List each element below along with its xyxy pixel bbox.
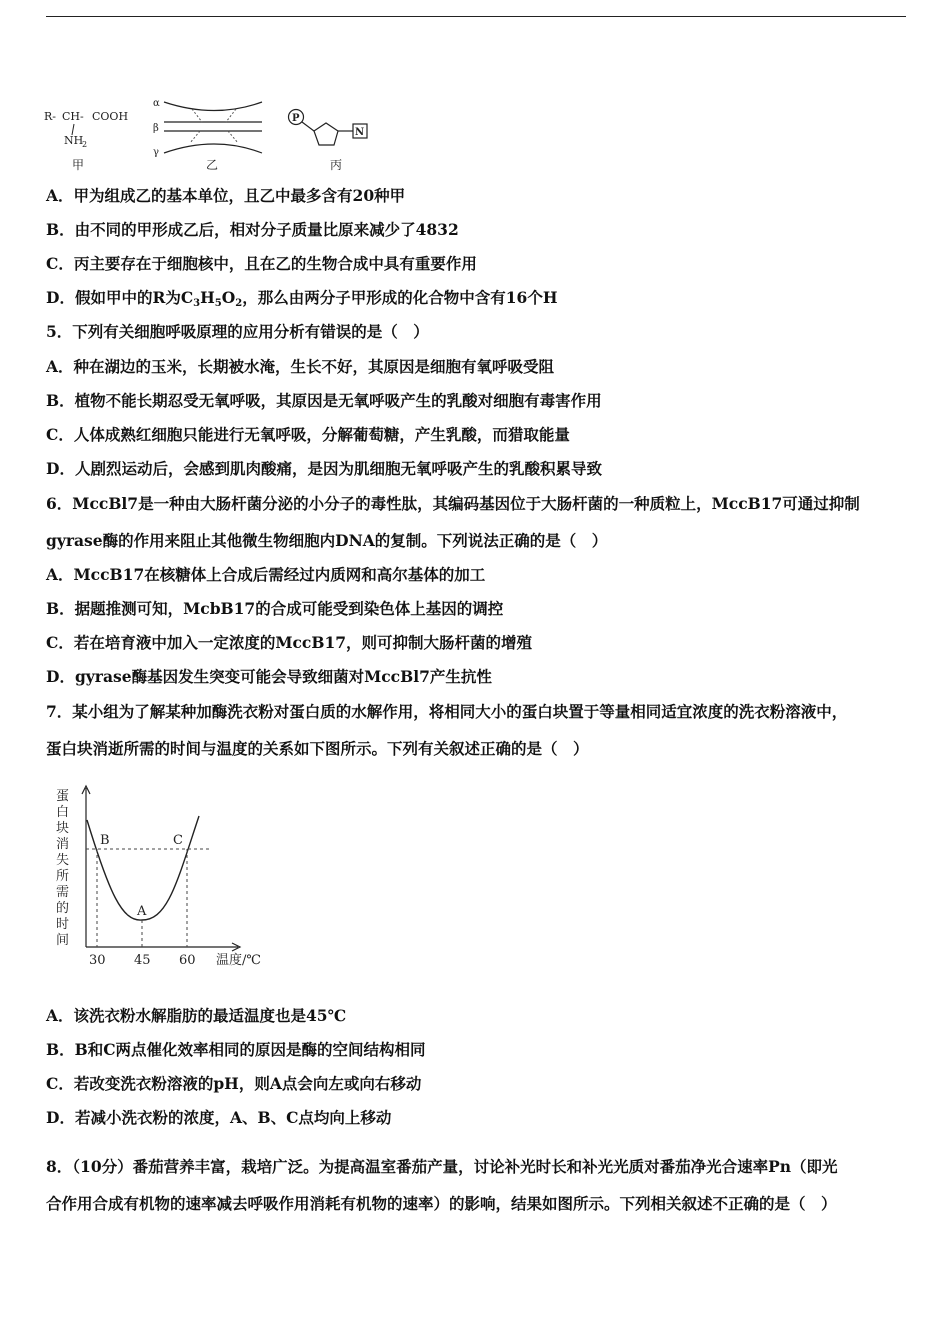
- q7-option-b: B．B和C两点催化效率相同的原因是酶的空间结构相同: [46, 1040, 426, 1059]
- jia-nh-sub: 2: [82, 140, 88, 149]
- x-tick-label: 30: [89, 953, 106, 968]
- jia-r: R-: [44, 110, 56, 123]
- point-label-A: A: [137, 904, 147, 919]
- q8-stem-line1: 8．（10分）番茄营养丰富，栽培广泛。为提高温室番茄产量，讨论补光时长和补光光质对番茄净光合速率Pn（即光: [46, 1157, 838, 1176]
- q6-stem-line1: 6．MccBl7是一种由大肠杆菌分泌的小分子的毒性肽，其编码基因位于大肠杆菌的一种质粒上，MccB17可通过抑制: [46, 494, 860, 513]
- q6-option-c: C．若在培育液中加入一定浓度的MccB17，则可抑制大肠杆菌的增殖: [46, 633, 533, 652]
- q5-option-d: D．人剧烈运动后，会感到肌肉酸痛，是因为肌细胞无氧呼吸产生的乳酸积累导致: [46, 459, 602, 478]
- q4-option-c: C．丙主要存在于细胞核中，且在乙的生物合成中具有重要作用: [46, 254, 477, 273]
- header-rule: [46, 16, 906, 17]
- jia-ch: CH-: [62, 110, 84, 123]
- point-label-C: C: [173, 833, 183, 848]
- point-label-B: B: [100, 833, 110, 848]
- y-label-char: 白: [56, 805, 70, 820]
- q7-stem-line1: 7．某小组为了解某种加酶洗衣粉对蛋白质的水解作用，将相同大小的蛋白块置于等量相同适宜浓度的洗衣粉溶液中，: [46, 702, 848, 721]
- q7-option-d: D．若减小洗衣粉的浓度，A、B、C点均向上移动: [46, 1108, 392, 1127]
- y-label-char: 所: [56, 869, 70, 884]
- x-axis-title: 温度/℃: [216, 953, 261, 968]
- x-tick-label: 60: [179, 953, 196, 968]
- jia-cooh: COOH: [92, 110, 129, 123]
- y-axis-label: [56, 789, 69, 948]
- y-label-char: 块: [56, 821, 70, 836]
- q7-option-c: C．若改变洗衣粉溶液的pH，则A点会向左或向右移动: [46, 1074, 422, 1093]
- q8-stem-line2: 合作用合成有机物的速率减去呼吸作用消耗有机物的速率）的影响，结果如图所示。下列相关叙述不正确的是（ ）: [46, 1194, 837, 1213]
- y-label-char: 需: [56, 885, 70, 900]
- y-label-char: 时: [56, 917, 70, 932]
- jia-nh: NH: [64, 134, 84, 147]
- figure-jia-yi-bing: [40, 95, 380, 177]
- q4-option-a: A．甲为组成乙的基本单位，且乙中最多含有20种甲: [46, 186, 406, 205]
- q6-option-d: D．gyrase酶基因发生突变可能会导致细菌对MccBl7产生抗性: [46, 667, 492, 686]
- yi-label-alpha: α: [153, 98, 160, 109]
- caption-jia: 甲: [72, 158, 85, 172]
- q7-chart: [46, 782, 286, 974]
- q6-stem-line2: gyrase酶的作用来阻止其他微生物细胞内DNA的复制。下列说法正确的是（ ）: [46, 531, 608, 550]
- q4-option-b: B．由不同的甲形成乙后，相对分子质量比原来减少了4832: [46, 220, 459, 239]
- q6-option-a: A．MccB17在核糖体上合成后需经过内质网和高尔基体的加工: [46, 565, 486, 584]
- caption-yi: 乙: [206, 158, 219, 172]
- yi-label-beta: β: [153, 123, 159, 134]
- q5-option-c: C．人体成熟红细胞只能进行无氧呼吸，分解葡萄糖，产生乳酸，而猎取能量: [46, 425, 570, 444]
- yi-label-gamma: γ: [153, 147, 159, 158]
- caption-bing: 丙: [330, 158, 343, 172]
- q5-option-b: B．植物不能长期忍受无氧呼吸，其原因是无氧呼吸产生的乳酸对细胞有毒害作用: [46, 391, 602, 410]
- q5-stem: 5．下列有关细胞呼吸原理的应用分析有错误的是（ ）: [46, 322, 429, 341]
- bing-n: N: [355, 127, 365, 138]
- q5-option-a: A．种在湖边的玉米，长期被水淹，生长不好，其原因是细胞有氧呼吸受阻: [46, 357, 555, 376]
- y-label-char: 失: [56, 853, 70, 868]
- q7-option-a: A．该洗衣粉水解脂肪的最适温度也是45℃: [46, 1006, 347, 1025]
- bing-p: P: [292, 113, 300, 124]
- x-tick-label: 45: [134, 953, 151, 968]
- y-label-char: 消: [56, 837, 70, 852]
- q4-option-d: D．假如甲中的R为$C_3H_5O_2$，那么由两分子甲形成的化合物中含有16个H: [46, 288, 558, 309]
- y-label-char: 间: [56, 933, 70, 948]
- y-label-char: 蛋: [56, 789, 70, 804]
- q6-option-b: B．据题推测可知，McbB17的合成可能受到染色体上基因的调控: [46, 599, 504, 618]
- y-label-char: 的: [56, 901, 70, 916]
- q7-stem-line2: 蛋白块消逝所需的时间与温度的关系如下图所示。下列有关叙述正确的是（ ）: [46, 739, 589, 758]
